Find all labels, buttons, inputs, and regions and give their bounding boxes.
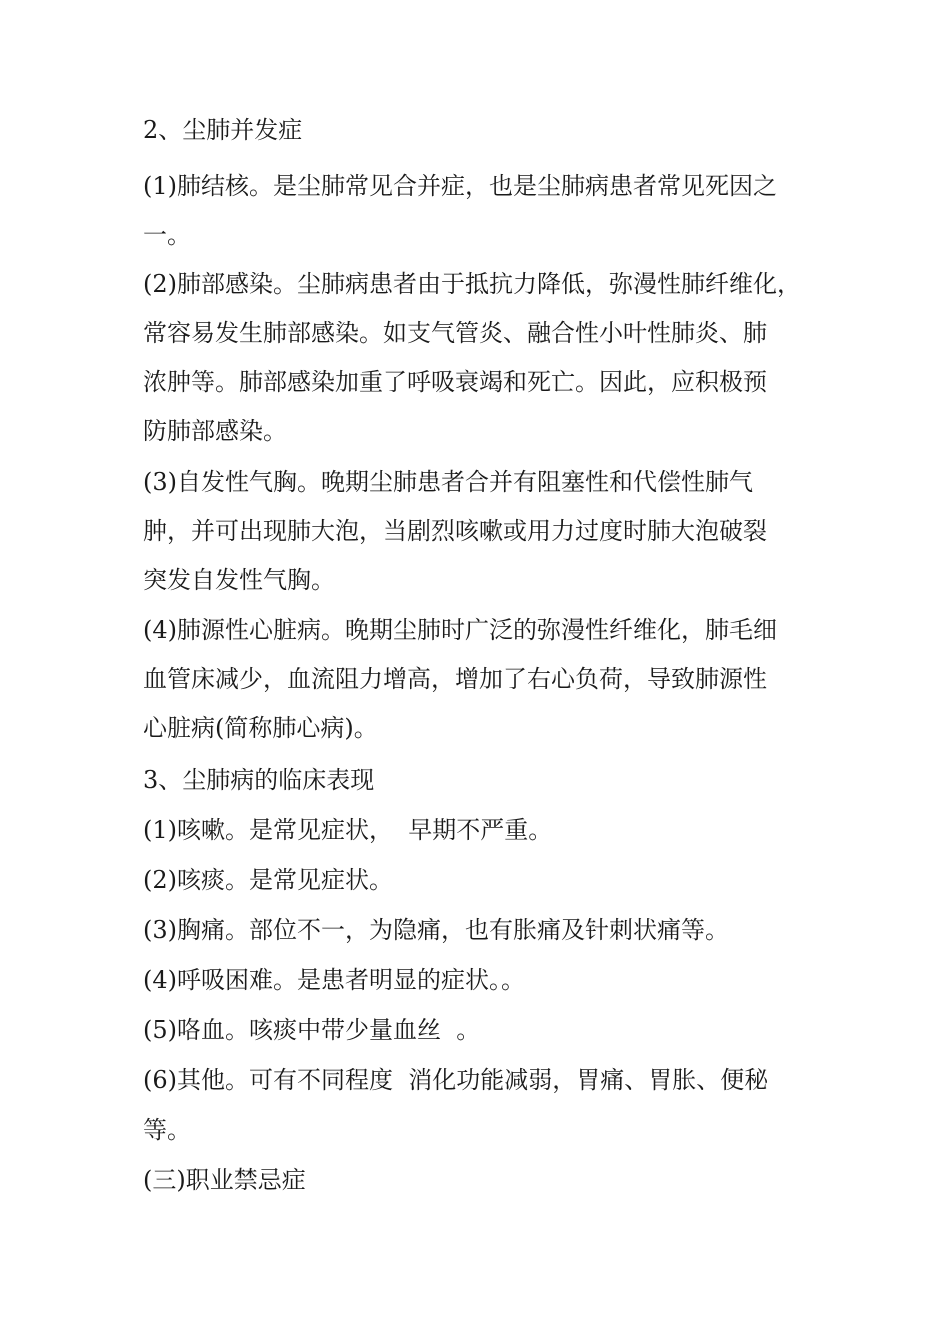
paragraph-line: 常容易发生肺部感染。如支气管炎、融合性小叶性肺炎、肺 — [143, 319, 767, 347]
paragraph-line: 心脏病(简称肺心病)。 — [143, 714, 378, 742]
paragraph-line: 突发自发性气胸。 — [143, 566, 335, 594]
section-heading-clinical: 3、尘肺病的临床表现 — [143, 766, 375, 794]
section-heading-complications: 2、尘肺并发症 — [143, 116, 303, 144]
paragraph-line: (2)咳痰。是常见症状。 — [143, 866, 393, 894]
paragraph-line: (1)咳嗽。是常见症状， 早期不严重。 — [143, 816, 553, 844]
paragraph-line: 肿，并可出现肺大泡，当剧烈咳嗽或用力过度时肺大泡破裂 — [143, 517, 767, 545]
paragraph-line: (5)咯血。咳痰中带少量血丝 。 — [143, 1016, 481, 1044]
paragraph-line: (1)肺结核。是尘肺常见合并症，也是尘肺病患者常见死因之 — [143, 172, 777, 200]
paragraph-line: (3)自发性气胸。晚期尘肺患者合并有阻塞性和代偿性肺气 — [143, 468, 753, 496]
paragraph-line: (4)呼吸困难。是患者明显的症状。。 — [143, 966, 525, 994]
paragraph-line: 等。 — [143, 1116, 191, 1144]
paragraph-line: (3)胸痛。部位不一，为隐痛，也有胀痛及针刺状痛等。 — [143, 916, 729, 944]
paragraph-line: (4)肺源性心脏病。晚期尘肺时广泛的弥漫性纤维化，肺毛细 — [143, 616, 777, 644]
section-heading-contraindications: (三)职业禁忌症 — [143, 1166, 306, 1194]
paragraph-line: (6)其他。可有不同程度 消化功能减弱，胃痛、胃胀、便秘 — [143, 1066, 769, 1094]
paragraph-line: 一。 — [143, 221, 191, 249]
paragraph-line: 血管床减少，血流阻力增高，增加了右心负荷，导致肺源性 — [143, 665, 767, 693]
paragraph-line: (2)肺部感染。尘肺病患者由于抵抗力降低，弥漫性肺纤维化， — [143, 270, 801, 298]
paragraph-line: 防肺部感染。 — [143, 417, 287, 445]
paragraph-line: 浓肿等。肺部感染加重了呼吸衰竭和死亡。因此，应积极预 — [143, 368, 767, 396]
